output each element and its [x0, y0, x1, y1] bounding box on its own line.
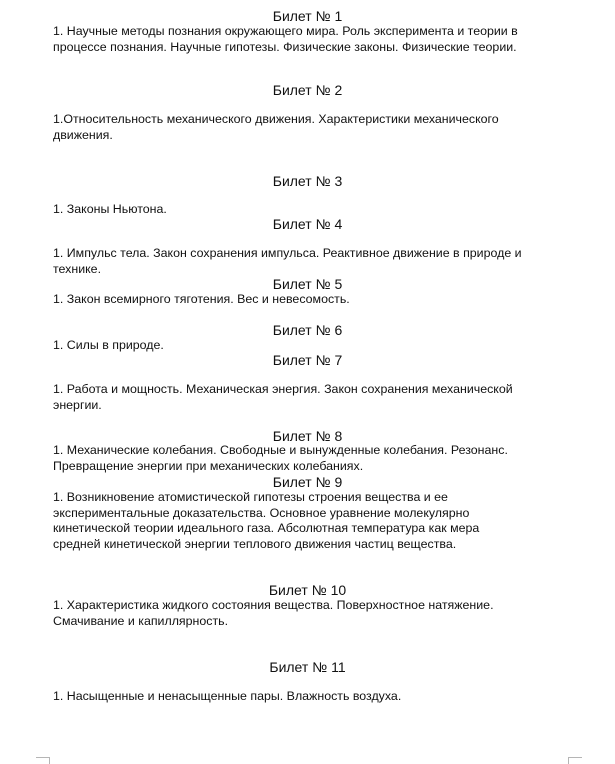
ticket-10-title: Билет № 10: [268, 582, 347, 598]
ticket-3-line-1: 1. Законы Ньютона.: [53, 202, 167, 216]
ticket-1-line-1: 1. Научные методы познания окружающего мира. Роль эксперимента и теории в: [53, 24, 518, 38]
ticket-9-line-4: средней кинетической энергии теплового движения частиц вещества.: [53, 536, 457, 551]
ticket-8-line-1: 1. Механические колебания. Свободные и вынужденные колебания. Резонанс.: [53, 443, 508, 457]
ticket-10-text: [53, 598, 583, 629]
ticket-7-text: [53, 382, 583, 413]
ticket-7-title: Билет № 7: [272, 352, 343, 368]
ticket-4-title: Билет № 4: [272, 216, 343, 232]
ticket-2-line-2: движения.: [53, 127, 113, 142]
ticket-5-line-1: 1. Закон всемирного тяготения. Вес и невесомость.: [53, 292, 350, 306]
ticket-10-line-1: 1. Характеристика жидкого состояния вещества. Поверхностное натяжение.: [53, 598, 494, 612]
ticket-11-line-1: 1. Насыщенные и ненасыщенные пары. Влажность воздуха.: [53, 689, 402, 703]
ticket-3-title: Билет № 3: [272, 173, 343, 189]
ticket-9-title: Билет № 9: [272, 474, 343, 490]
ticket-8-line-2: Превращение энергии при механических колебаниях.: [53, 458, 364, 473]
ticket-8-title: Билет № 8: [272, 428, 343, 444]
ticket-2-line-1: 1.Относительность механического движения. Характеристики механического: [53, 112, 499, 126]
ticket-5-title: Билет № 5: [272, 276, 343, 292]
ticket-8-text: [53, 443, 583, 474]
ticket-6-line-1: 1. Силы в природе.: [53, 338, 164, 352]
ticket-11-title: Билет № 11: [269, 659, 346, 675]
ticket-6-title: Билет № 6: [272, 322, 343, 338]
ticket-4-line-2: технике.: [53, 261, 102, 276]
ticket-7-line-1: 1. Работа и мощность. Механическая энергия. Закон сохранения механической: [53, 382, 513, 396]
ticket-10-line-2: Смачивание и капиллярность.: [53, 613, 229, 628]
ticket-11-text: [53, 689, 583, 705]
ticket-7-line-2: энергии.: [53, 397, 102, 412]
page-corner-mark-right: [568, 757, 582, 758]
ticket-4-text: [53, 246, 583, 277]
ticket-9-text: [53, 490, 583, 552]
ticket-1-text: [53, 24, 583, 55]
page-corner-mark-left: [36, 757, 50, 758]
ticket-1-title: Билет № 1: [272, 8, 343, 24]
ticket-2-text: [53, 112, 583, 143]
ticket-4-line-1: 1. Импульс тела. Закон сохранения импульса. Реактивное движение в природе и: [53, 246, 522, 260]
ticket-5-text: [53, 292, 583, 308]
ticket-9-line-2: экспериментальные доказательства. Основное уравнение молекулярно: [53, 505, 470, 520]
ticket-2-title: Билет № 2: [272, 82, 343, 98]
ticket-9-line-1: 1. Возникновение атомистической гипотезы строения вещества и ее: [53, 490, 448, 504]
ticket-9-line-3: кинетической теории идеального газа. Абсолютная температура как мера: [53, 521, 480, 536]
ticket-1-line-2: процессе познания. Научные гипотезы. Физические законы. Физические теории.: [53, 39, 517, 54]
